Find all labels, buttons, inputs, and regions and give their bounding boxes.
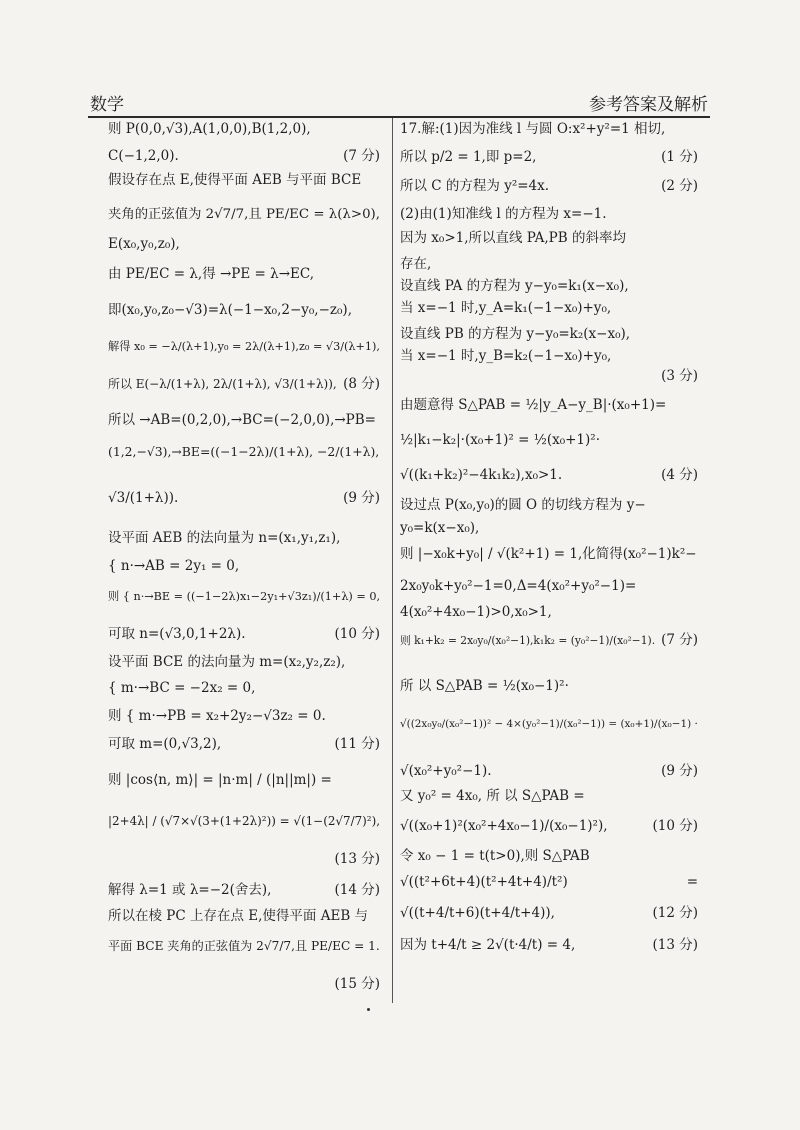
score-mark: (13 分) [334,851,380,867]
line-text: 所以 C 的方程为 y²=4x. [400,178,550,194]
solution-line [400,350,698,364]
solution-line [400,151,698,165]
line-text: 夹角的正弦值为 2√7/7,且 PE/EC = λ(λ>0), [108,207,381,222]
score-mark: (7 分) [661,632,698,648]
line-text: 设直线 PA 的方程为 y−y₀=k₁(x−x₀), [400,278,629,294]
line-text: 设直线 PB 的方程为 y−y₀=k₂(x−x₀), [400,326,631,342]
section-title: 参考答案及解析 [589,95,708,115]
score-mark: (9 分) [343,490,380,506]
score-mark: (13 分) [652,937,698,953]
solution-line [400,280,698,294]
line-text: { m·→BC = −2x₂ = 0, [108,680,256,696]
line-text: { n·→AB = 2y₁ = 0, [108,558,240,574]
line-text: 则 { n·→BE = ((−1−2λ)x₁−2y₁+√3z₁)/(1+λ) = 0, [108,590,381,603]
line-text: 则 |−x₀k+y₀| / √(k²+1) = 1,化简得(x₀²−1)k²− [400,546,697,562]
subject-label: 数学 [90,95,124,115]
column-divider [392,118,393,1003]
line-text: 则 |cos⟨n, m⟩| = |n·m| / (|n||m|) = [108,772,332,788]
line-text: 设过点 P(x₀,y₀)的圆 O 的切线方程为 y− [400,497,646,513]
score-mark: (2 分) [661,178,698,194]
solution-line [400,399,698,413]
line-text: 由 PE/EC = λ,得 →PE = λ→EC, [108,266,315,282]
line-text: 则 k₁+k₂ = 2x₀y₀/(x₀²−1),k₁k₂ = (y₀²−1)/(x₀²−1). [400,634,656,647]
solution-line [400,939,698,953]
solution-line [108,268,380,282]
line-text: 设平面 AEB 的法向量为 n=(x₁,y₁,z₁), [108,530,341,546]
solution-line [108,940,380,954]
score-mark: (15 分) [334,976,380,992]
line-text: 设平面 BCE 的法向量为 m=(x₂,y₂,z₂), [108,654,346,670]
page-dot [367,1008,370,1011]
line-text: √((k₁+k₂)²−4k₁k₂),x₀>1. [400,467,563,483]
score-mark: (3 分) [661,368,698,384]
solution-line [108,208,380,222]
line-text: E(x₀,y₀,z₀), [108,236,180,252]
solution-line [108,150,380,164]
line-text: √((t+4/t+6)(t+4/t+4)), [400,905,555,921]
score-mark: (9 分) [661,763,698,779]
line-text: 存在, [400,256,432,272]
solution-line [108,446,380,460]
line-text: (1,2,−√3),→BE=((−1−2λ)/(1+λ), −2/(1+λ), [108,444,380,459]
line-text: 2x₀y₀k+y₀²−1=0,Δ=4(x₀²+y₀²−1)= [400,578,637,594]
solution-line [108,628,380,642]
line-text: √3/(1+λ)). [108,490,179,506]
line-text: C(−1,2,0). [108,148,179,164]
line-text: 即(x₀,y₀,z₀−√3)=λ(−1−x₀,2−y₀,−z₀), [108,302,352,318]
solution-line [400,876,698,890]
line-text: 因为 t+4/t ≥ 2√(t·4/t) = 4, [400,937,576,953]
solution-line [400,820,698,834]
score-mark: (11 分) [334,736,380,752]
line-text: √((2x₀y₀/(x₀²−1))² − 4×(y₀²−1)/(x₀²−1)) = (x₀+1)/(x₀−1) · [400,718,698,730]
line-text: 则 { m·→PB = x₂+2y₂−√3z₂ = 0. [108,708,326,724]
line-text: 可取 n=(√3,0,1+2λ). [108,626,246,642]
solution-line [108,656,380,670]
line-text: 当 x=−1 时,y_B=k₂(−1−x₀)+y₀, [400,348,612,364]
solution-line [400,208,698,222]
solution-line [400,258,698,272]
solution-line [400,522,698,536]
line-text: √((t²+6t+4)(t²+4t+4)/t²) [400,874,568,890]
line-text: 解得 x₀ = −λ/(λ+1),y₀ = 2λ/(λ+1),z₀ = √3/(λ+1), [108,340,380,353]
solution-line [400,850,698,864]
page-header [88,88,710,118]
line-text: 可取 m=(0,√3,2), [108,736,222,752]
line-text: 17.解:(1)因为准线 l 与圆 O:x²+y²=1 相切, [400,121,666,137]
solution-line [400,606,698,620]
score-mark: = [686,874,698,890]
solution-line [108,304,380,318]
line-text: 所 以 S△PAB = ½(x₀−1)²· [400,678,569,694]
line-text: 所以 →AB=(0,2,0),→BC=(−2,0,0),→PB= [108,412,376,428]
score-mark: (12 分) [652,905,698,921]
solution-line [400,765,698,779]
line-text: |2+4λ| / (√7×√(3+(1+2λ)²)) = √(1−(2√7/7)²), [108,814,381,828]
score-mark: (4 分) [661,467,698,483]
line-text: 所以 E(−λ/(1+λ), 2λ/(1+λ), √3/(1+λ)), [108,377,337,391]
line-text: ½|k₁−k₂|·(x₀+1)² = ½(x₀+1)²· [400,432,600,448]
solution-line [108,378,380,392]
solution-line [108,532,380,546]
line-text: 所以在棱 PC 上存在点 E,使得平面 AEB 与 [108,908,369,924]
solution-line [108,174,380,188]
solution-line [108,590,380,604]
solution-line [108,414,380,428]
solution-line [108,884,380,898]
solution-line [400,232,698,246]
solution-line [400,680,698,694]
line-text: 4(x₀²+4x₀−1)>0,x₀>1, [400,604,552,620]
line-text: 平面 BCE 夹角的正弦值为 2√7/7,且 PE/EC = 1. [108,939,380,953]
line-text: 又 y₀² = 4x₀, 所 以 S△PAB = [400,788,585,804]
line-text: (2)由(1)知准线 l 的方程为 x=−1. [400,206,607,222]
solution-line [108,238,380,252]
line-text: 当 x=−1 时,y_A=k₁(−1−x₀)+y₀, [400,300,612,316]
solution-line [400,907,698,921]
solution-line [400,302,698,316]
solution-line [108,853,380,867]
line-text: 所以 p/2 = 1,即 p=2, [400,149,537,165]
solution-line [400,548,698,562]
solution-line [400,328,698,342]
solution-line [108,815,380,829]
score-mark: (10 分) [652,818,698,834]
solution-line [108,710,380,724]
solution-line [400,580,698,594]
line-text: 由题意得 S△PAB = ½|y_A−y_B|·(x₀+1)= [400,397,667,413]
solution-line [108,123,380,137]
solution-line [108,910,380,924]
solution-line [400,180,698,194]
solution-line [108,978,380,992]
score-mark: (10 分) [334,626,380,642]
solution-line [400,717,698,731]
solution-line [108,774,380,788]
line-text: 假设存在点 E,使得平面 AEB 与平面 BCE [108,172,362,188]
solution-line [108,682,380,696]
score-mark: (7 分) [343,148,380,164]
solution-line [108,560,380,574]
line-text: √((x₀+1)²(x₀²+4x₀−1)/(x₀−1)²), [400,818,608,834]
solution-line [108,340,380,354]
line-text: 解得 λ=1 或 λ=−2(舍去), [108,882,272,898]
solution-line [400,123,698,137]
line-text: 令 x₀ − 1 = t(t>0),则 S△PAB [400,848,590,864]
line-text: 因为 x₀>1,所以直线 PA,PB 的斜率均 [400,230,626,246]
solution-line [108,492,380,506]
score-mark: (1 分) [661,149,698,165]
solution-line [400,434,698,448]
line-text: y₀=k(x−x₀), [400,520,480,536]
line-text: √(x₀²+y₀²−1). [400,763,492,779]
line-text: 则 P(0,0,√3),A(1,0,0),B(1,2,0), [108,121,311,137]
score-mark: (14 分) [334,882,380,898]
score-mark: (8 分) [343,376,380,392]
solution-line [400,469,698,483]
solution-line [108,738,380,752]
solution-line [400,790,698,804]
solution-line [400,370,698,384]
solution-line [400,634,698,648]
solution-line [400,499,698,513]
